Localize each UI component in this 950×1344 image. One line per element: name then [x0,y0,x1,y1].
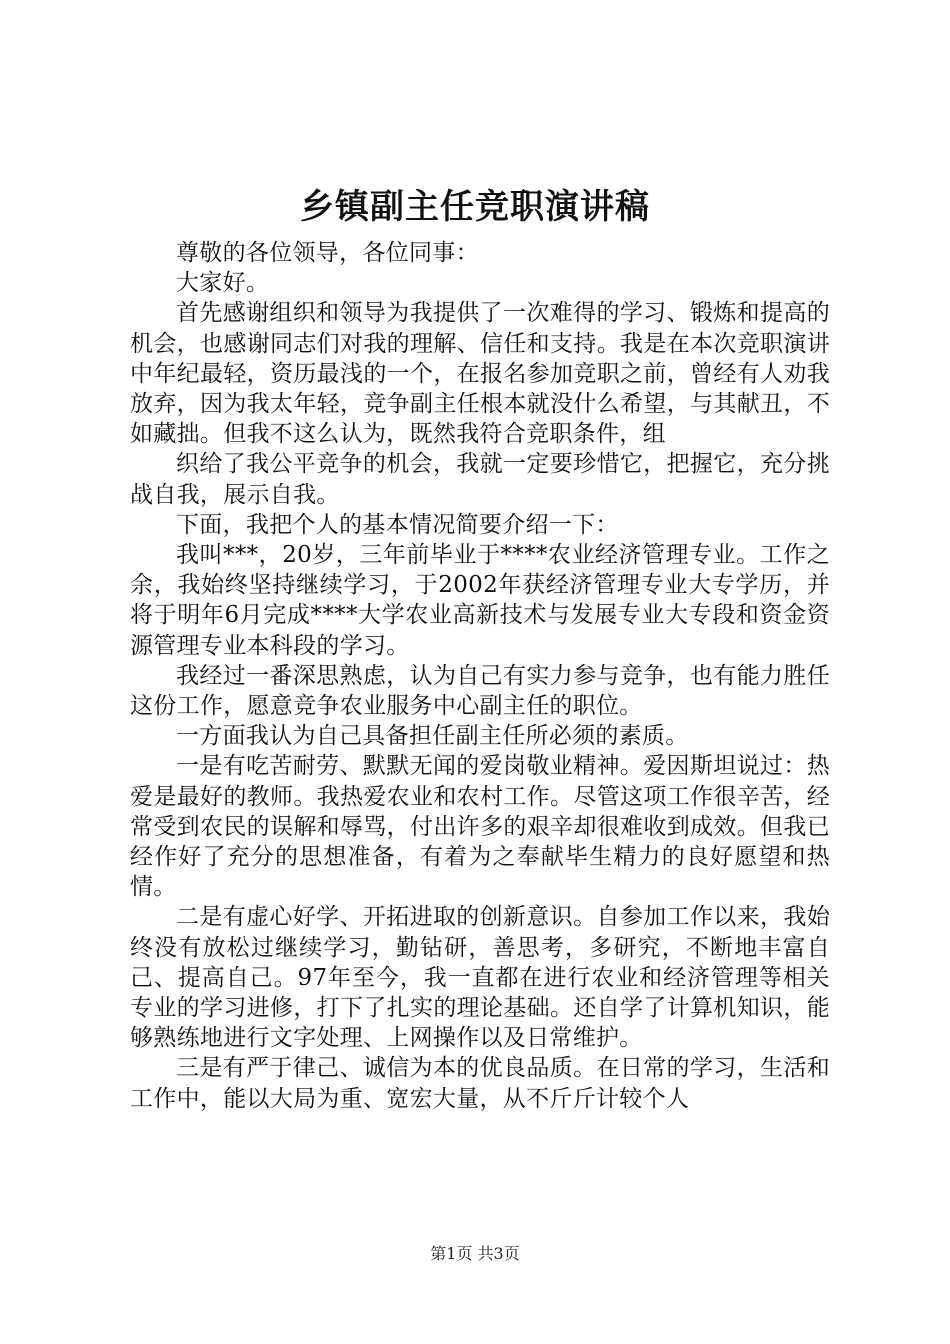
paragraph: 我经过一番深思熟虑，认为自己有实力参与竞争，也有能力胜任这份工作，愿意竞争农业服务中心副主任的职位。 [130,662,830,720]
paragraph: 我叫***，20岁，三年前毕业于****农业经济管理专业。工作之余，我始终坚持继续学习，于2002年获经济管理专业大专学历，并将于明年6月完成****大学农业高新技术与发展专业大专段和资金资源管理专业本科段的学习。 [130,542,830,659]
document-title: 乡镇副主任竞职演讲稿 [300,187,650,227]
paragraph: 三是有严于律己、诚信为本的优良品质。在日常的学习，生活和工作中，能以大局为重、宽宏大量，从不斤斤计较个人 [130,1055,830,1112]
paragraph-greeting: 大家好。 [176,270,270,297]
paragraph: 一方面我认为自己具备担任副主任所必须的素质。 [176,723,689,750]
paragraph-salutation: 尊敬的各位领导，各位同事： [176,240,479,266]
paragraph: 二是有虚心好学、开拓进取的创新意识。自参加工作以来，我始终没有放松过继续学习，勤钻研，善思考，多研究，不断地丰富自己、提高自己。97年至今，我一直都在进行农业和经济管理等相关专业的学习进修，打下了扎实的理论基础。还自学了计算机知识，能够熟练地进行文字处理、上网操作以及日常维护。 [130,904,830,1052]
paragraph: 下面，我把个人的基本情况简要介绍一下： [176,511,619,538]
document-body [130,238,830,1114]
page-number-footer: 第1页 共3页 [430,1244,520,1263]
paragraph: 织给了我公平竞争的机会，我就一定要珍惜它，把握它，充分挑战自我，展示自我。 [130,451,830,508]
paragraph: 一是有吃苦耐劳、默默无闻的爱岗敬业精神。爱因斯坦说过：热爱是最好的教师。我热爱农业和农村工作。尽管这项工作很辛苦，经常受到农民的误解和辱骂，付出许多的艰辛却很难收到成效。但我已经作好了充分的思想准备，有着为之奉献毕生精力的良好愿望和热情。 [130,753,830,901]
paragraph: 首先感谢组织和领导为我提供了一次难得的学习、锻炼和提高的机会，也感谢同志们对我的理解、信任和支持。我是在本次竞职演讲中年纪最轻，资历最浅的一个，在报名参加竞职之前，曾经有人劝我放弃，因为我太年轻，竞争副主任根本就没什么希望，与其献丑，不如藏拙。但我不这么认为，既然我符合竞职条件，组 [130,300,830,448]
